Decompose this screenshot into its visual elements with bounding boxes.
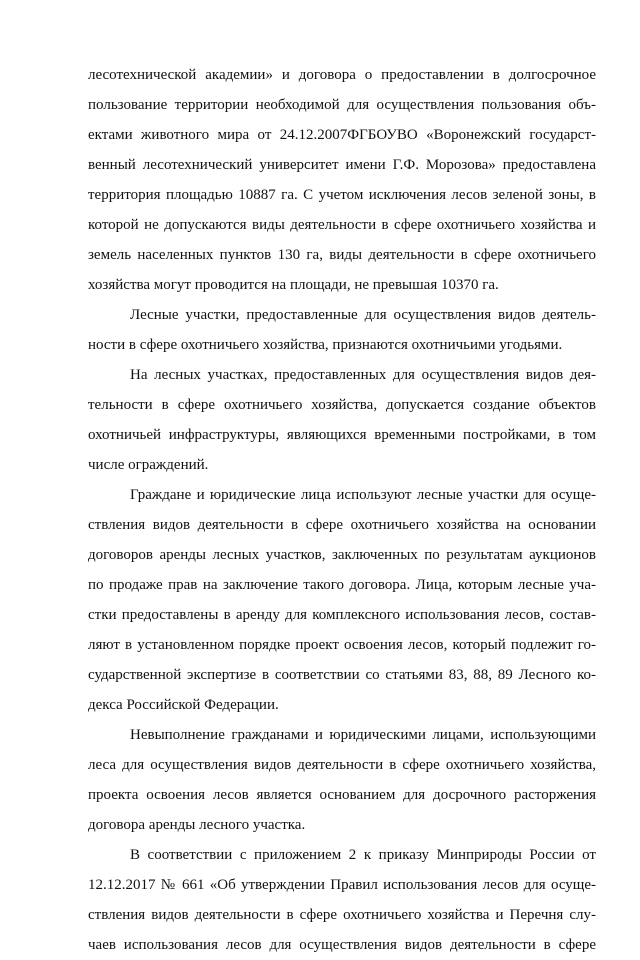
paragraph-5 [88, 720, 596, 840]
text-line: В соответствии с приложением 2 к приказу Минприроды России от [130, 847, 596, 863]
text-line: договоров аренды лесных участков, заключенных по результатам аукционов [88, 547, 596, 563]
paragraph-2 [88, 300, 596, 360]
text-line: сударственной экспертизе в соответствии со статьями 83, 88, 89 Лесного ко- [88, 667, 596, 683]
text-line: Граждане и юридические лица используют лесные участки для осуще- [130, 487, 596, 503]
text-line: проекта освоения лесов является основанием для досрочного расторжения [88, 787, 596, 803]
document-page [88, 60, 596, 960]
paragraph-4 [88, 480, 596, 720]
text-line: ектами животного мира от 24.12.2007ФГБОУВО «Воронежский государст- [88, 127, 596, 143]
text-line: земель населенных пунктов 130 га, виды деятельности в сфере охотничьего [88, 247, 596, 263]
paragraph-1 [88, 60, 596, 300]
text-line: венный лесотехнический университет имени Г.Ф. Морозова» предоставлена [88, 157, 596, 173]
text-line: декса Российской Федерации. [88, 697, 279, 713]
text-line: ствления видов деятельности в сфере охотничьего хозяйства на основании [88, 517, 596, 533]
text-line: чаев использования лесов для осуществления видов деятельности в сфере [88, 937, 596, 953]
paragraph-3 [88, 360, 596, 480]
text-line: лесотехнической академии» и договора о предоставлении в долгосрочное [88, 67, 596, 83]
text-line: На лесных участках, предоставленных для осуществления видов дея- [130, 367, 596, 383]
text-line: ляют в установленном порядке проект освоения лесов, который подлежит го- [88, 637, 596, 653]
text-line: ствления видов деятельности в сфере охотничьего хозяйства и Перечня слу- [88, 907, 596, 923]
text-line: стки предоставлены в аренду для комплексного использования лесов, состав- [88, 607, 596, 623]
text-line: леса для осуществления видов деятельности в сфере охотничьего хозяйства, [88, 757, 596, 773]
text-line: числе ограждений. [88, 457, 209, 473]
text-line: которой не допускаются виды деятельности в сфере охотничьего хозяйства и [88, 217, 596, 233]
text-line: пользование территории необходимой для осуществления пользования объ- [88, 97, 596, 113]
text-line: Лесные участки, предоставленные для осуществления видов деятель- [130, 307, 596, 323]
text-line: территория площадью 10887 га. С учетом исключения лесов зеленой зоны, в [88, 187, 596, 203]
text-line: по продаже прав на заключение такого договора. Лица, которым лесные уча- [88, 577, 596, 593]
text-line: ности в сфере охотничьего хозяйства, признаются охотничьими угодьями. [88, 337, 563, 353]
text-line: тельности в сфере охотничьего хозяйства, допускается создание объектов [88, 397, 596, 413]
text-line: хозяйства могут проводится на площади, не превышая 10370 га. [88, 277, 499, 293]
text-line: договора аренды лесного участка. [88, 817, 306, 833]
text-line: Невыполнение гражданами и юридическими лицами, использующими [130, 727, 596, 743]
text-line: охотничьей инфраструктуры, являющихся временными постройками, в том [88, 427, 596, 443]
paragraph-6 [88, 840, 596, 960]
text-line: 12.12.2017 № 661 «Об утверждении Правил использования лесов для осуще- [88, 877, 596, 893]
